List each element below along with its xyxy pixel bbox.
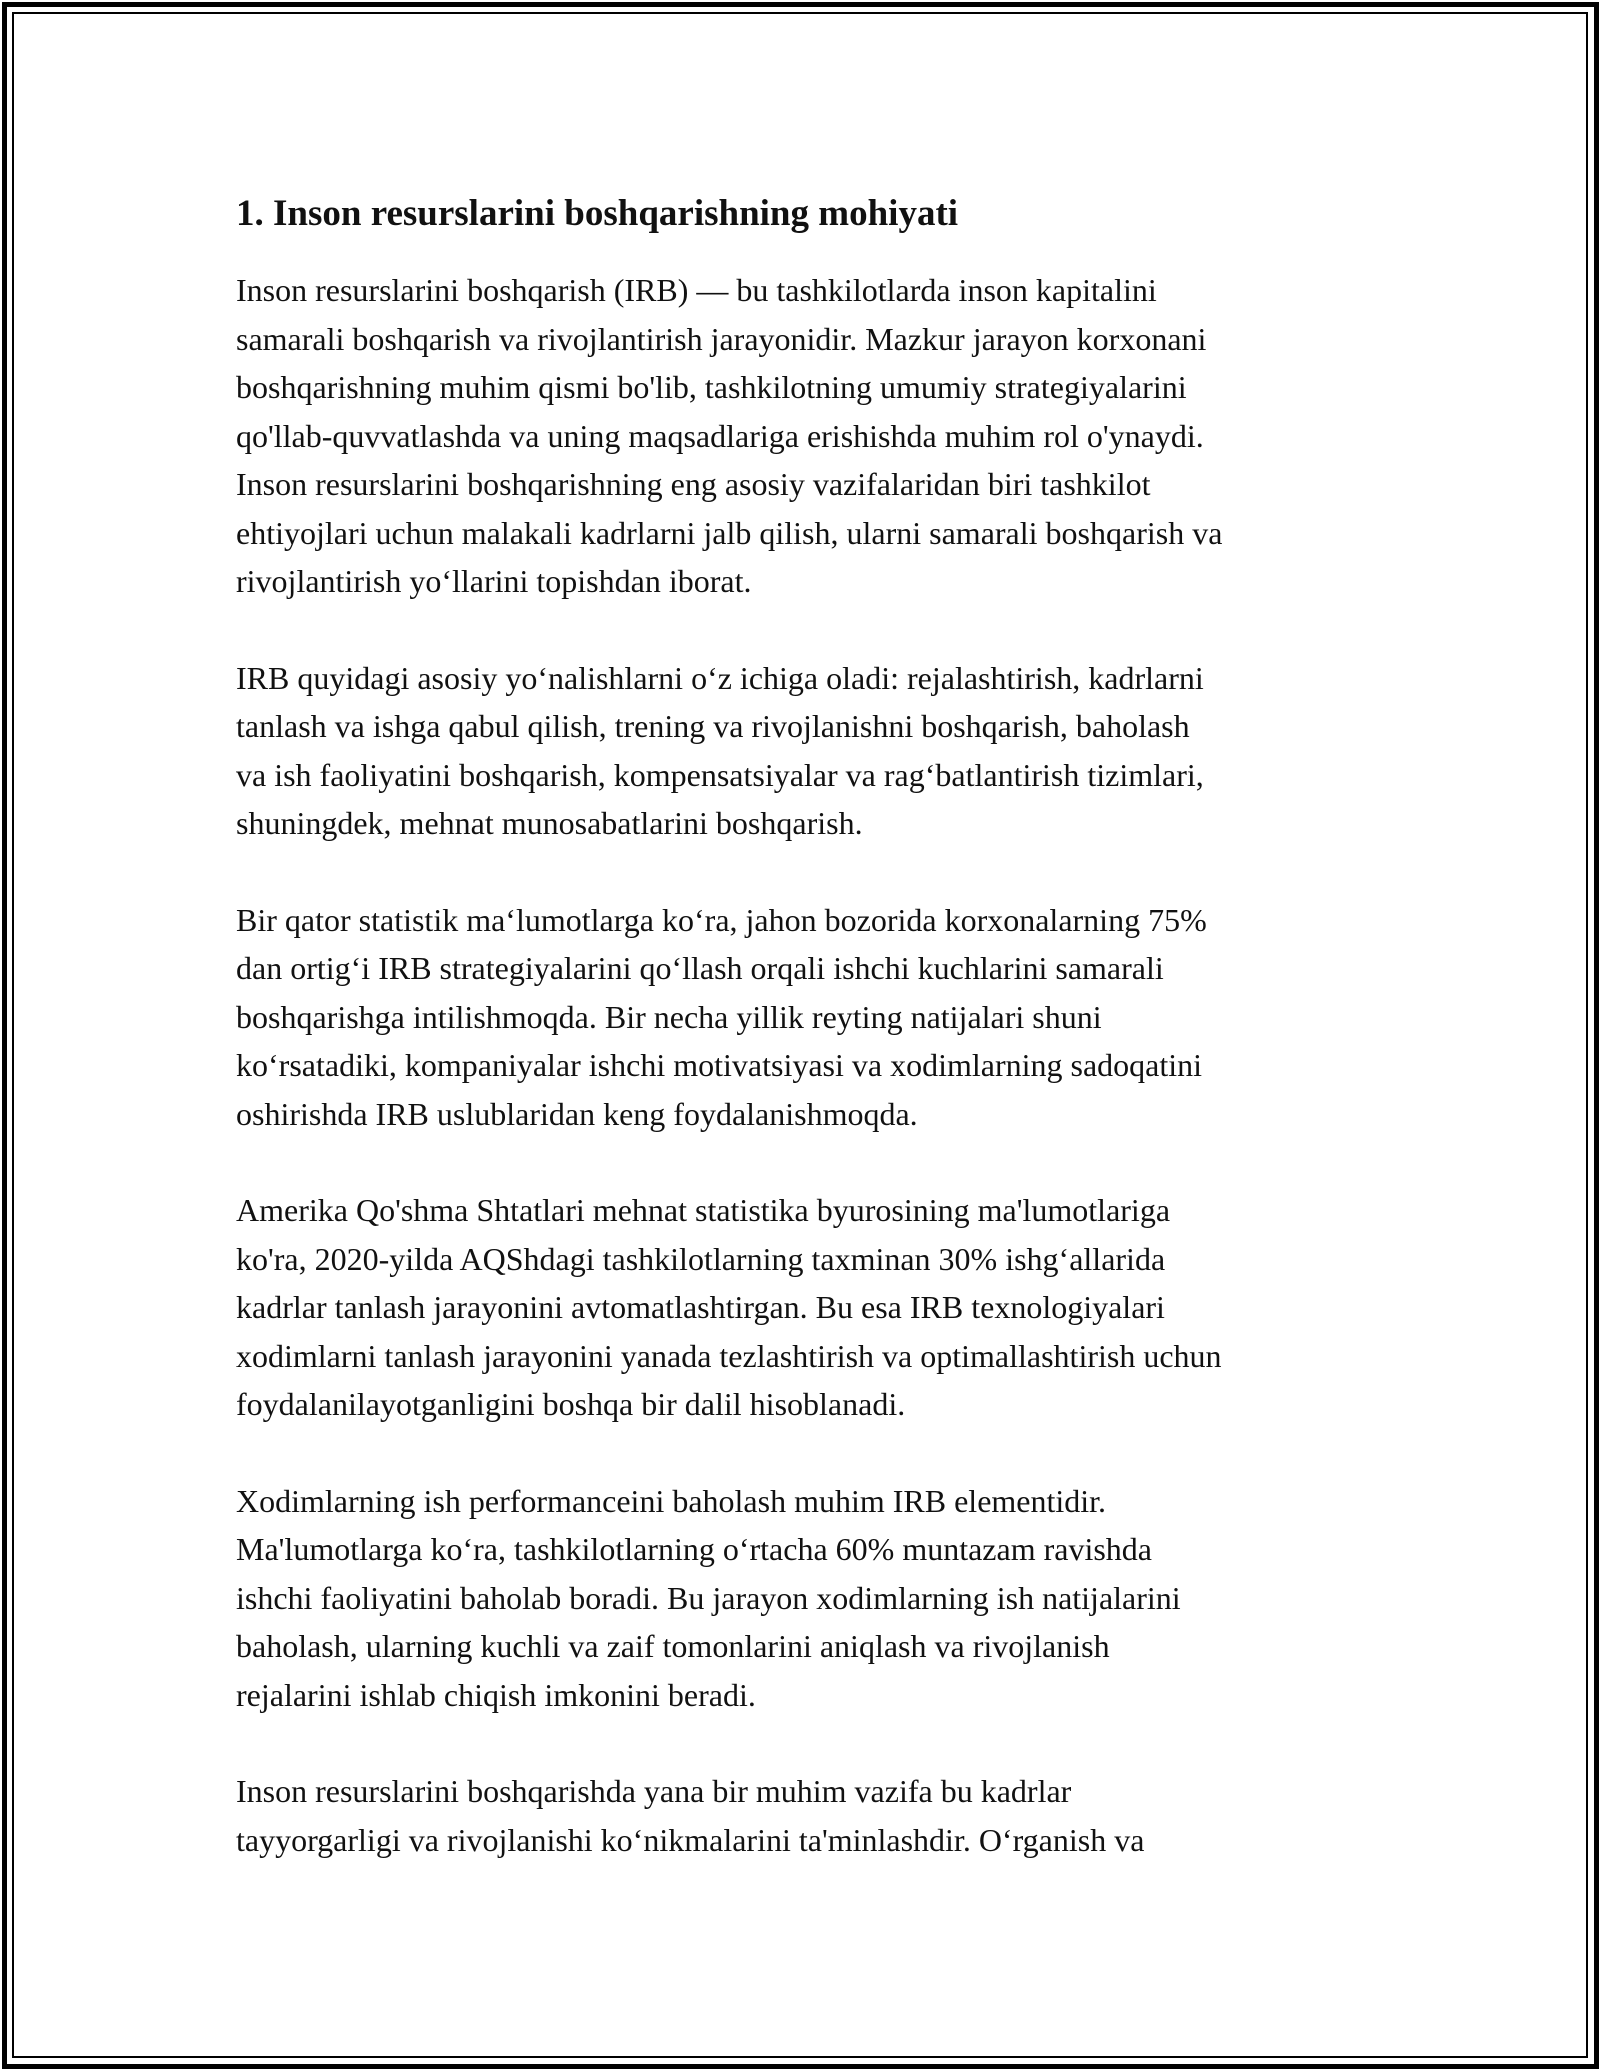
text-line: xodimlarni tanlash jarayonini yanada tezlashtirish va optimallashtirish uchun xyxy=(236,1337,1222,1374)
document-body xyxy=(236,190,1386,1912)
text-line: Xodimlarning ish performanceini baholash muhim IRB elementidir. xyxy=(236,1482,1107,1519)
section-heading: 1. Inson resurslarini boshqarishning mohiyati xyxy=(236,193,959,234)
text-line: shuningdek, mehnat munosabatlarini boshqarish. xyxy=(236,805,863,841)
text-line: Inson resurslarini boshqarish (IRB) — bu tashkilotlarda inson kapitalini xyxy=(236,272,1157,308)
text-line: tanlash va ishga qabul qilish, trening va rivojlanishni boshqarish, baholash xyxy=(236,708,1190,744)
text-line: dan ortig‘i IRB strategiyalarini qo‘llash orqali ishchi kuchlarini samarali xyxy=(236,950,1164,986)
paragraph-performance-evaluation xyxy=(236,1477,1386,1720)
text-line: baholash, ularning kuchli va zaif tomonlarini aniqlash va rivojlanish xyxy=(236,1628,1110,1664)
text-line: rejalarini ishlab chiqish imkonini beradi. xyxy=(236,1676,756,1713)
paragraph-directions xyxy=(236,654,1386,848)
text-line: Amerika Qo'shma Shtatlari mehnat statistika byurosining ma'lumotlariga xyxy=(236,1192,1171,1228)
text-line: Inson resurslarini boshqarishning eng asosiy vazifalaridan biri tashkilot xyxy=(236,466,1151,502)
text-line: ko'ra, 2020-yilda AQShdagi tashkilotlarning taxminan 30% ishg‘allarida xyxy=(236,1240,1166,1277)
text-line: Bir qator statistik ma‘lumotlarga ko‘ra, jahon bozorida korxonalarning 75% xyxy=(236,901,1207,938)
paragraph-us-statistics xyxy=(236,1186,1386,1429)
text-line: tayyorgarligi va rivojlanishi ko‘nikmalarini ta'minlashdir. O‘rganish va xyxy=(236,1821,1145,1858)
text-line: ko‘rsatadiki, kompaniyalar ishchi motivatsiyasi va xodimlarning sadoqatini xyxy=(236,1047,1203,1083)
text-line: rivojlantirish yo‘llarini topishdan iborat. xyxy=(236,563,752,599)
text-line: boshqarishga intilishmoqda. Bir necha yillik reyting natijalari shuni xyxy=(236,998,1102,1035)
text-line: ehtiyojlari uchun malakali kadrlarni jalb qilish, ularni samarali boshqarish va xyxy=(236,514,1223,551)
text-line: samarali boshqarish va rivojlantirish jarayonidir. Mazkur jarayon korxonani xyxy=(236,320,1207,357)
text-line: IRB quyidagi asosiy yo‘nalishlarni o‘z ichiga oladi: rejalashtirish, kadrlarni xyxy=(236,659,1204,696)
text-line: qo'llab-quvvatlashda va uning maqsadlariga erishishda muhim rol o'ynaydi. xyxy=(236,417,1204,454)
text-line: ishchi faoliyatini baholab boradi. Bu jarayon xodimlarning ish natijalarini xyxy=(236,1579,1181,1616)
text-line: kadrlar tanlash jarayonini avtomatlashtirgan. Bu esa IRB texnologiyalari xyxy=(236,1289,1165,1325)
paragraph-training-development xyxy=(236,1767,1386,1864)
text-line: oshirishda IRB uslublaridan keng foydalanishmoqda. xyxy=(236,1095,918,1132)
text-line: boshqarishning muhim qismi bo'lib, tashkilotning umumiy strategiyalarini xyxy=(236,369,1187,405)
paragraph-global-statistics xyxy=(236,896,1386,1139)
text-line: foydalanilayotganligini boshqa bir dalil hisoblanadi. xyxy=(236,1386,906,1422)
paragraph-definition xyxy=(236,266,1386,606)
text-line: Ma'lumotlarga ko‘ra, tashkilotlarning o‘rtacha 60% muntazam ravishda xyxy=(236,1531,1152,1567)
text-line: Inson resurslarini boshqarishda yana bir muhim vazifa bu kadrlar xyxy=(236,1773,1072,1809)
text-line: va ish faoliyatini boshqarish, kompensatsiyalar va rag‘batlantirish tizimlari, xyxy=(236,756,1204,793)
